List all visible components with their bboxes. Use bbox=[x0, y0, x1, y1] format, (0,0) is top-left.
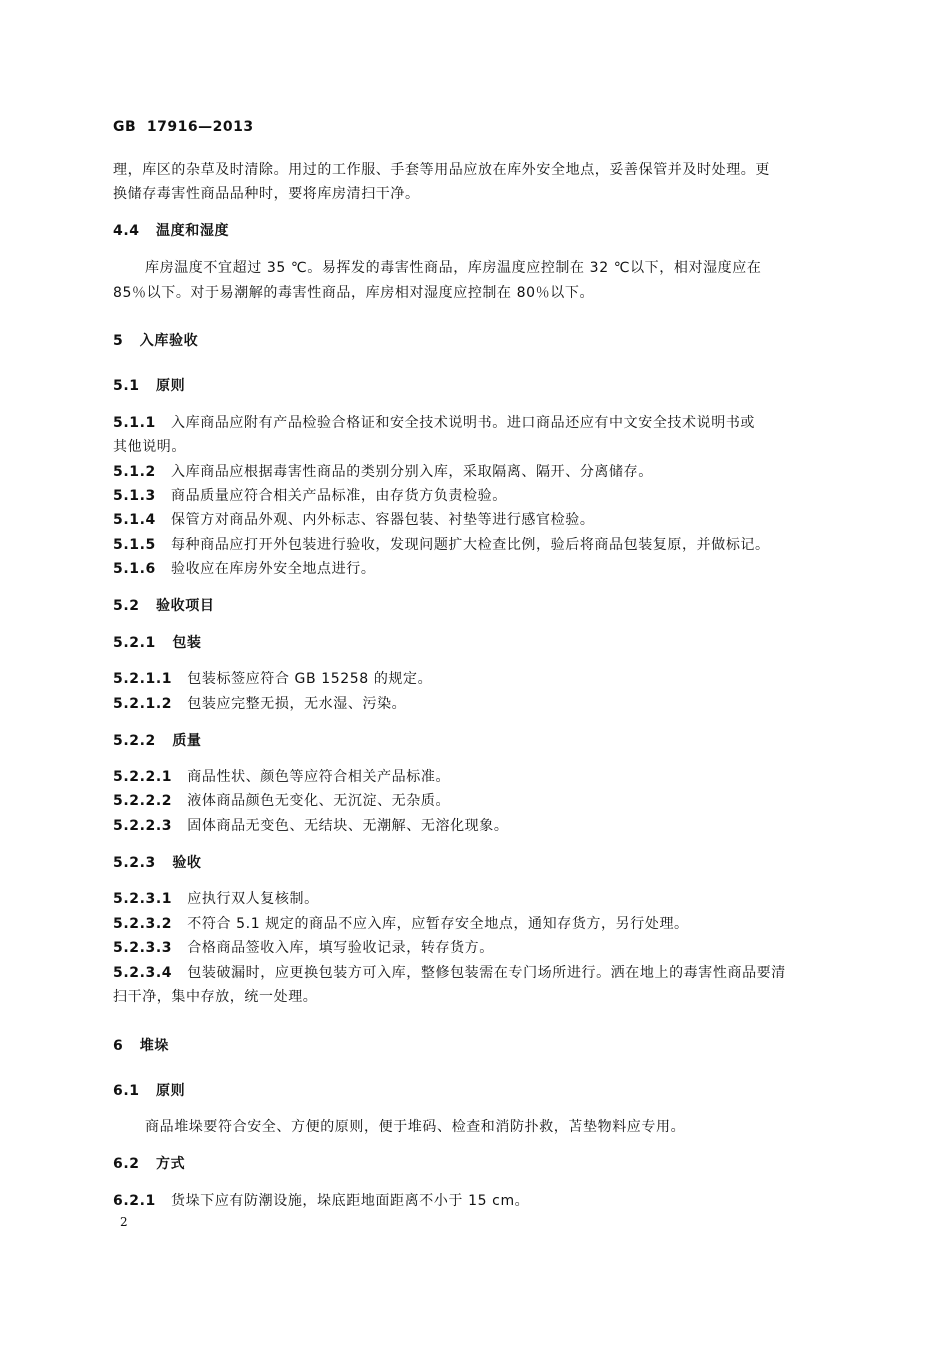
section-title: 验收 bbox=[172, 855, 202, 871]
clause-text: 合格商品签收入库，填写验收记录，转存货方。 bbox=[187, 940, 494, 956]
section-heading-6 bbox=[113, 1036, 169, 1056]
clause-text: 商品性状、颜色等应符合相关产品标准。 bbox=[187, 769, 451, 785]
clause-number: 5.2.1.1 bbox=[113, 671, 173, 687]
clause-5-1-4 bbox=[113, 510, 594, 530]
clause-number: 5.1.5 bbox=[113, 537, 156, 553]
clause-number: 5.1.4 bbox=[113, 512, 156, 528]
clause-text: 包装应完整无损，无水湿、污染。 bbox=[187, 696, 407, 712]
clause-5-2-1-2 bbox=[113, 694, 406, 714]
section-heading-5-1 bbox=[113, 376, 185, 396]
section-heading-6-1 bbox=[113, 1081, 185, 1101]
clause-number: 5.2.2.1 bbox=[113, 769, 173, 785]
section-title: 方式 bbox=[156, 1156, 186, 1172]
clause-number: 6.2.1 bbox=[113, 1193, 156, 1209]
clause-number: 5.2.3.3 bbox=[113, 940, 173, 956]
clause-text: 不符合 5.1 规定的商品不应入库，应暂存安全地点，通知存货方，另行处理。 bbox=[187, 916, 689, 932]
clause-text: 商品质量应符合相关产品标准，由存货方负责检验。 bbox=[171, 488, 507, 504]
clause-number: 5.1.3 bbox=[113, 488, 156, 504]
section-number: 6 bbox=[113, 1038, 124, 1054]
section-title: 原则 bbox=[156, 1083, 186, 1099]
section-number: 6.2 bbox=[113, 1156, 140, 1172]
clause-text: 保管方对商品外观、内外标志、容器包装、衬垫等进行感官检验。 bbox=[171, 512, 595, 528]
paragraph-line: 商品堆垛要符合安全、方便的原则，便于堆码、检查和消防扑救，苫垫物料应专用。 bbox=[145, 1119, 686, 1135]
section-title: 堆垛 bbox=[139, 1038, 169, 1054]
clause-text: 验收应在库房外安全地点进行。 bbox=[171, 561, 376, 577]
clause-number: 5.2.3.2 bbox=[113, 916, 173, 932]
section-title: 包装 bbox=[172, 635, 202, 651]
standard-number: 17916—2013 bbox=[146, 119, 254, 135]
clause-text: 入库商品应根据毒害性商品的类别分别入库，采取隔离、隔开、分离储存。 bbox=[171, 464, 653, 480]
section-number: 5.2.2 bbox=[113, 733, 156, 749]
clause-text: 包装破漏时，应更换包装方可入库，整修包装需在专门场所进行。洒在地上的毒害性商品要清 bbox=[187, 965, 786, 981]
standard-code: GB bbox=[113, 119, 137, 135]
clause-number: 5.1.1 bbox=[113, 415, 156, 431]
clause-5-2-3-2 bbox=[113, 914, 689, 934]
clause-number: 5.2.2.3 bbox=[113, 818, 173, 834]
section-heading-5-2-3 bbox=[113, 853, 202, 873]
clause-6-2-1 bbox=[113, 1191, 529, 1211]
clause-5-2-3-4 bbox=[113, 963, 786, 983]
clause-5-2-2-1 bbox=[113, 767, 450, 787]
section-number: 5.1 bbox=[113, 378, 140, 394]
page-number: 2 bbox=[120, 1215, 128, 1229]
clause-5-1-5 bbox=[113, 535, 770, 555]
clause-5-2-2-3 bbox=[113, 816, 508, 836]
clause-text: 固体商品无变色、无结块、无潮解、无溶化现象。 bbox=[187, 818, 509, 834]
paragraph-line: 换储存毒害性商品品种时，要将库房清扫干净。 bbox=[113, 186, 420, 202]
section-number: 5.2.3 bbox=[113, 855, 156, 871]
clause-text: 入库商品应附有产品检验合格证和安全技术说明书。进口商品还应有中文安全技术说明书或 bbox=[171, 415, 756, 431]
section-heading-5-2-2 bbox=[113, 731, 202, 751]
clause-5-2-2-2 bbox=[113, 791, 450, 811]
clause-text: 应执行双人复核制。 bbox=[187, 891, 319, 907]
section-title: 质量 bbox=[172, 733, 202, 749]
section-title: 原则 bbox=[156, 378, 186, 394]
clause-text: 包装标签应符合 GB 15258 的规定。 bbox=[187, 671, 433, 687]
section-number: 5.2.1 bbox=[113, 635, 156, 651]
clause-number: 5.2.3.4 bbox=[113, 965, 173, 981]
standard-header bbox=[113, 117, 254, 137]
clause-5-1-1 bbox=[113, 413, 755, 433]
clause-text: 货垛下应有防潮设施，垛底距地面距离不小于 15 cm。 bbox=[171, 1193, 530, 1209]
clause-number: 5.1.6 bbox=[113, 561, 156, 577]
clause-5-1-2 bbox=[113, 462, 653, 482]
clause-5-2-1-1 bbox=[113, 669, 432, 689]
clause-5-1-6 bbox=[113, 559, 375, 579]
paragraph-line: 扫干净，集中存放，统一处理。 bbox=[113, 989, 318, 1005]
section-number: 6.1 bbox=[113, 1083, 140, 1099]
section-title: 入库验收 bbox=[139, 333, 199, 349]
paragraph-line: 库房温度不宜超过 35 ℃。易挥发的毒害性商品，库房温度应控制在 32 ℃以下，相对湿度应在 bbox=[145, 260, 762, 276]
section-number: 5 bbox=[113, 333, 124, 349]
section-title: 温度和湿度 bbox=[156, 223, 230, 239]
clause-number: 5.2.1.2 bbox=[113, 696, 173, 712]
section-number: 5.2 bbox=[113, 598, 140, 614]
clause-number: 5.2.3.1 bbox=[113, 891, 173, 907]
section-heading-6-2 bbox=[113, 1154, 185, 1174]
section-title: 验收项目 bbox=[156, 598, 215, 614]
clause-number: 5.1.2 bbox=[113, 464, 156, 480]
paragraph-line: 其他说明。 bbox=[113, 439, 186, 455]
clause-5-1-3 bbox=[113, 486, 507, 506]
section-heading-4-4 bbox=[113, 221, 229, 241]
paragraph-line: 理，库区的杂草及时清除。用过的工作服、手套等用品应放在库外安全地点，妥善保管并及时处理。更 bbox=[113, 162, 770, 178]
clause-number: 5.2.2.2 bbox=[113, 793, 173, 809]
clause-5-2-3-1 bbox=[113, 889, 319, 909]
section-heading-5 bbox=[113, 331, 198, 351]
clause-5-2-3-3 bbox=[113, 938, 494, 958]
clause-text: 液体商品颜色无变化、无沉淀、无杂质。 bbox=[187, 793, 451, 809]
section-heading-5-2 bbox=[113, 596, 214, 616]
section-heading-5-2-1 bbox=[113, 633, 202, 653]
clause-text: 每种商品应打开外包装进行验收，发现问题扩大检查比例，验后将商品包装复原，并做标记。 bbox=[171, 537, 770, 553]
paragraph-line: 85％以下。对于易潮解的毒害性商品，库房相对湿度应控制在 80％以下。 bbox=[113, 285, 595, 301]
section-number: 4.4 bbox=[113, 223, 140, 239]
